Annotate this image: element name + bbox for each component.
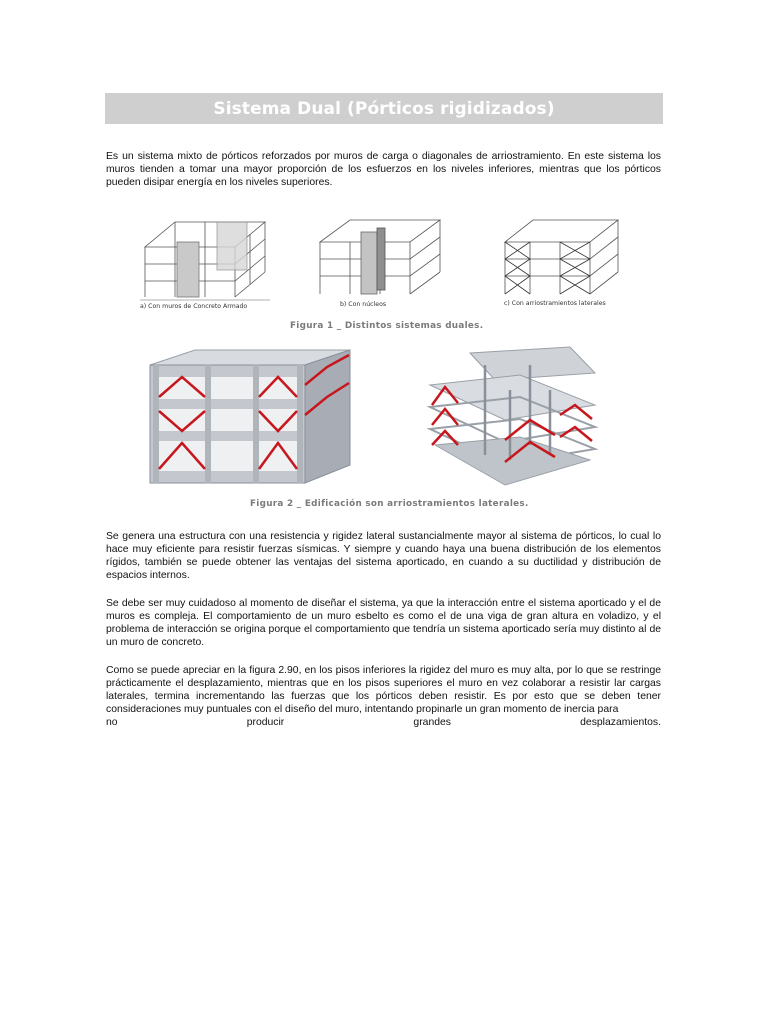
page-title: Sistema Dual (Pórticos rigidizados) xyxy=(213,98,555,119)
paragraph-4 xyxy=(106,664,661,729)
frame-with-core xyxy=(320,220,440,294)
paragraph-2: Se genera una estructura con una resistencia y rigidez lateral sustancialmente mayor al sistema de pórticos, lo cual lo hace muy eficiente para resistir fuerzas sísmicas. Y siempre y cuando haya una buena distribución de los elementos rígidos, también se puede obtener las ventajas del sistema aporticado, en cuando a su ductilidad y distribución de espacios internos. xyxy=(106,531,661,581)
figure-1-label-c: c) Con arriostramientos laterales xyxy=(504,300,606,307)
title-banner xyxy=(105,93,663,124)
frame-with-bracing xyxy=(505,220,618,294)
frame-with-walls xyxy=(140,222,270,300)
intro-paragraph: Es un sistema mixto de pórticos reforzados por muros de carga o diagonales de arriostramiento. En este sistema los muros tienden a tomar una mayor proporción de los esfuerzos en los niveles inferiores, mientras que los pórticos pueden disipar energía en los niveles superiores. xyxy=(106,151,661,188)
figure-1-label-b: b) Con núcleos xyxy=(340,301,387,308)
figure-1-label-a: a) Con muros de Concreto Armado xyxy=(140,303,248,310)
figure-2-caption: Figura 2 _ Edificación son arriostramientos laterales. xyxy=(250,499,529,509)
figure-2-perimeter-bracing xyxy=(410,345,600,490)
paragraph-4-last-line: no producir grandes desplazamientos. xyxy=(106,717,661,728)
figure-2-braced-building xyxy=(145,345,355,485)
paragraph-4-body: Como se puede apreciar en la figura 2.90, en los pisos inferiores la rigidez del muro es muy alta, por lo que se restringe prácticamente el desplazamiento, mientras que en los pisos superiores el muro en vez colaborar a resistir lar cargas laterales, termina incrementando las fuerzas que los pórticos deben resistir. Es por esto que se deben tener consideraciones muy puntuales con el diseño del muro, intentando propinarle un gran momento de inercia para xyxy=(106,665,661,715)
paragraph-3: Se debe ser muy cuidadoso al momento de diseñar el sistema, ya que la interacción entre el sistema aporticado y el de muros es compleja. El comportamiento de un muro esbelto es como el de una viga de gran altura en voladizo, y el problema de interacción se origina porque el comportamiento que tendría un sistema aporticado sería muy distinto al de un muro de concreto. xyxy=(106,598,661,648)
figure-1-caption: Figura 1 _ Distintos sistemas duales. xyxy=(290,321,484,331)
